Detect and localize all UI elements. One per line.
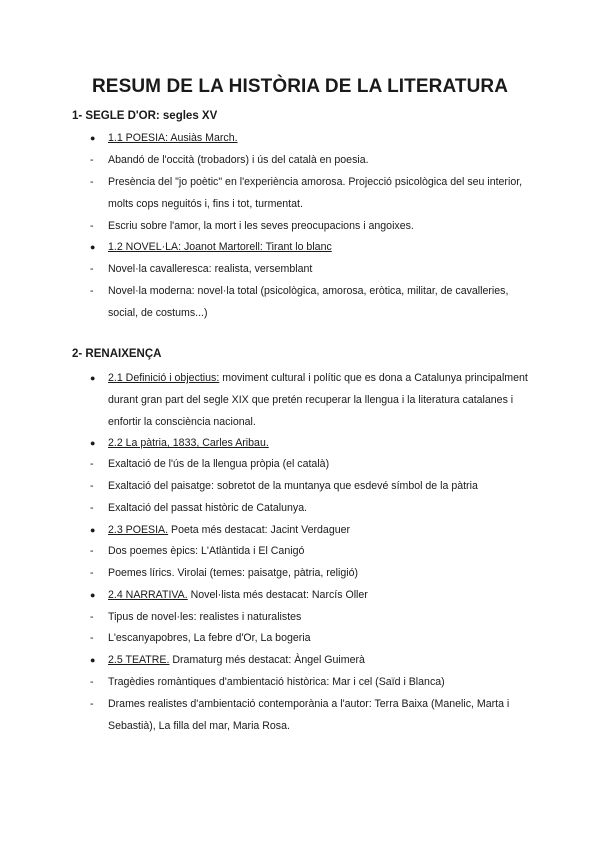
dash-icon: -: [90, 611, 94, 623]
list-item: ● 2.4 NARRATIVA. Novel·lista més destacat: Narcís Oller: [90, 584, 530, 606]
dash-icon: -: [90, 154, 94, 166]
dash-icon: -: [90, 698, 94, 710]
section-heading: 2- RENAIXENÇA: [72, 348, 162, 360]
list-item: - Dos poemes èpics: L'Atlàntida i El Canigó: [90, 540, 530, 562]
list-item: ● 2.5 TEATRE. Dramaturg més destacat: Àngel Guimerà: [90, 649, 530, 671]
list-item: - Exaltació del paisatge: sobretot de la muntanya que esdevé símbol de la pàtria: [90, 475, 530, 497]
list-item: [90, 432, 530, 454]
dash-icon: -: [90, 458, 94, 470]
bullet-icon: ●: [90, 373, 96, 383]
dash-icon: -: [90, 676, 94, 688]
dash-icon: -: [90, 480, 94, 492]
list-item: - Poemes lírics. Virolai (temes: paisatge, pàtria, religió): [90, 562, 530, 584]
bullet-icon: ●: [90, 242, 96, 252]
list-item: [90, 127, 530, 149]
subsection-heading: 2.5 TEATRE.: [108, 654, 170, 666]
list-item: - Escriu sobre l'amor, la mort i les seves preocupacions i angoixes.: [90, 215, 530, 237]
list-item: - L'escanyapobres, La febre d'Or, La bogeria: [90, 627, 530, 649]
dash-icon: -: [90, 263, 94, 275]
bullet-icon: ●: [90, 133, 96, 143]
dash-icon: -: [90, 502, 94, 514]
list-item: ● 2.1 Definició i objectius: moviment cultural i polític que es dona a Catalunya principalment durant gran part del segle XIX que pretén recuperar la llengua i la literatura catalanes i enfortir la consciència nacional.: [90, 367, 530, 433]
dash-icon: -: [90, 567, 94, 579]
bullet-icon: ●: [90, 525, 96, 535]
list-item: - Exaltació del passat històric de Catalunya.: [90, 497, 530, 519]
subsection-heading: 2.2 La pàtria, 1833, Carles Aribau.: [108, 437, 269, 449]
list-item: - Novel·la moderna: novel·la total (psicològica, amorosa, eròtica, militar, de cavalleries, social, de costums...): [90, 280, 530, 324]
dash-icon: -: [90, 285, 94, 297]
bullet-icon: ●: [90, 655, 96, 665]
list-item: - Tipus de novel·les: realistes i naturalistes: [90, 606, 530, 628]
section-heading: 1- SEGLE D'OR: segles XV: [72, 110, 218, 122]
page-title: RESUM DE LA HISTÒRIA DE LA LITERATURA: [91, 76, 509, 97]
bullet-icon: ●: [90, 590, 96, 600]
bullet-icon: ●: [90, 438, 96, 448]
subsection-heading: 2.1 Definició i objectius:: [108, 372, 220, 384]
list-item: [90, 236, 530, 258]
list-item: - Presència del "jo poètic" en l'experiència amorosa. Projecció psicològica del seu interior, molts cops neguitós i, fins i tot, turmentat.: [90, 171, 530, 215]
dash-icon: -: [90, 176, 94, 188]
list-item: - Novel·la cavalleresca: realista, versemblant: [90, 258, 530, 280]
list-item: - Drames realistes d'ambientació contemporània a l'autor: Terra Baixa (Manelic, Marta i Sebastià), La filla del mar, Maria Rosa.: [90, 693, 530, 737]
subsection-heading: 2.3 POESIA.: [108, 524, 169, 536]
dash-icon: -: [90, 632, 94, 644]
subsection-heading: 1.2 NOVEL·LA: Joanot Martorell: Tirant lo blanc: [108, 241, 332, 253]
dash-icon: -: [90, 220, 94, 232]
dash-icon: -: [90, 545, 94, 557]
list-item: - Tragèdies romàntiques d'ambientació històrica: Mar i cel (Saïd i Blanca): [90, 671, 530, 693]
list-item: - Exaltació de l'ús de la llengua pròpia (el català): [90, 453, 530, 475]
list-item: ● 2.3 POESIA. Poeta més destacat: Jacint Verdaguer: [90, 519, 530, 541]
subsection-heading: 2.4 NARRATIVA.: [108, 589, 188, 601]
list-item: - Abandó de l'occità (trobadors) i ús del català en poesia.: [90, 149, 530, 171]
subsection-heading: 1.1 POESIA: Ausiàs March.: [108, 132, 238, 144]
